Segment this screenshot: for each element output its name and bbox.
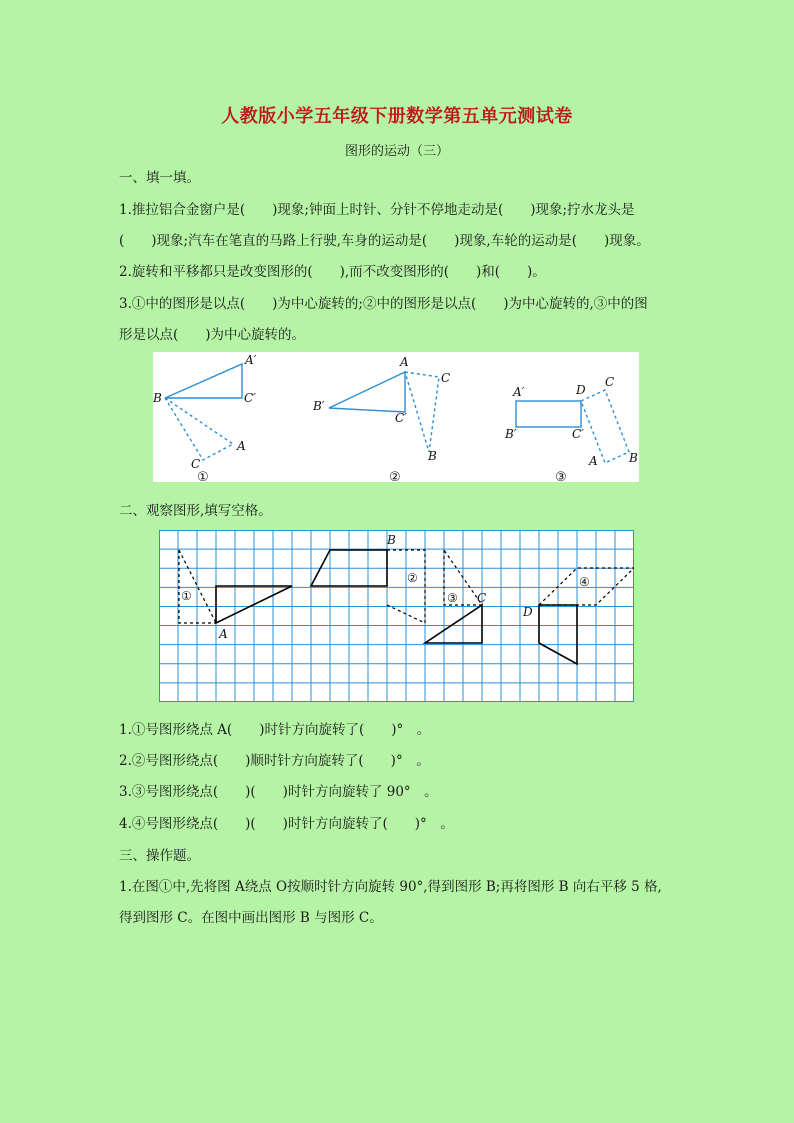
fig3-label-c: C [605, 375, 615, 389]
page-subtitle: 图形的运动（三） [344, 144, 449, 159]
question-2-4: 4.④号图形绕点( )( )时针方向旋转了( )° 。 [119, 816, 454, 832]
fig1-rotated-triangle [165, 398, 233, 460]
page-title: 人教版小学五年级下册数学第五单元测试卷 [221, 106, 573, 127]
fig2-rotated-triangle [405, 372, 439, 452]
question-1-1-line2: ( )现象;汽车在笔直的马路上行驶,车身的运动是( )现象,车轮的运动是( )现象。 [119, 233, 650, 249]
fig2-label-b-prime: B′ [313, 399, 325, 413]
fig1-label-c-prime: C′ [244, 391, 256, 405]
fig1-label-b: B [153, 391, 162, 405]
fig2-label-b: B [428, 449, 437, 463]
question-2-3: 3.③号图形绕点( )( )时针方向旋转了 90° 。 [119, 784, 438, 800]
fig3-rotated-rect [581, 390, 629, 463]
fig2-number: ② [389, 470, 401, 482]
fig1-label-c: C [191, 457, 201, 471]
question-1-1-line1: 1.推拉铝合金窗户是( )现象;钟面上时针、分针不停地走动是( )现象;拧水龙头是 [119, 202, 635, 218]
question-3-1-line1: 1.在图①中,先将图 A绕点 O按顺时针方向旋转 90°,得到图形 B;再将图形 B 向右平移 5 格, [119, 879, 662, 895]
grid-label-2: ② [407, 571, 418, 585]
fig3-label-b: B [629, 451, 638, 465]
fig2-original-triangle [329, 372, 405, 412]
fig2-label-c-prime: C′ [395, 411, 407, 425]
fig2-label-c: C [441, 371, 451, 385]
fig3-label-d: D [576, 383, 586, 397]
fig1-label-a: A [237, 439, 246, 453]
fig3-label-c-prime: C′ [572, 427, 584, 441]
rotation-figures-svg [153, 352, 639, 482]
question-2-1: 1.①号图形绕点 A( )时针方向旋转了( )° 。 [119, 722, 431, 738]
fig3-original-rect [516, 401, 581, 427]
grid-label-c: C [477, 591, 487, 605]
section3-heading: 三、操作题。 [119, 848, 200, 864]
fig3-label-b-prime: B′ [505, 427, 517, 441]
grid-label-b: B [387, 533, 396, 547]
question-2-2: 2.②号图形绕点( )顺时针方向旋转了( )° 。 [119, 753, 430, 769]
fig1-number: ① [197, 470, 209, 482]
fig3-number: ③ [555, 470, 567, 482]
fig1-original-triangle [165, 364, 242, 398]
question-1-3-line2: 形是以点( )为中心旋转的。 [119, 327, 306, 343]
fig3-label-a-prime: A′ [513, 385, 525, 399]
grid-label-1: ① [181, 589, 192, 603]
section1-heading: 一、填一填。 [119, 170, 200, 186]
fig3-label-a: A [589, 454, 598, 468]
rotation-figures [153, 352, 639, 482]
grid-label-3: ③ [447, 591, 458, 605]
grid-label-d: D [523, 605, 533, 619]
grid-label-4: ④ [579, 575, 590, 589]
question-1-3-line1: 3.①中的图形是以点( )为中心旋转的;②中的图形是以点( )为中心旋转的,③中的图 [119, 296, 648, 312]
fig2-label-a: A [400, 355, 409, 369]
question-1-2: 2.旋转和平移都只是改变图形的( ),而不改变图形的( )和( )。 [119, 264, 546, 280]
question-3-1-line2: 得到图形 C。在图中画出图形 B 与图形 C。 [119, 910, 383, 926]
grid-figure [159, 530, 634, 702]
grid-label-a: A [219, 627, 228, 641]
section2-heading: 二、观察图形,填写空格。 [119, 503, 272, 519]
grid-figure-svg [159, 530, 634, 702]
grid-fig3-triangle [425, 605, 482, 643]
fig1-label-a-prime: A′ [245, 353, 257, 367]
